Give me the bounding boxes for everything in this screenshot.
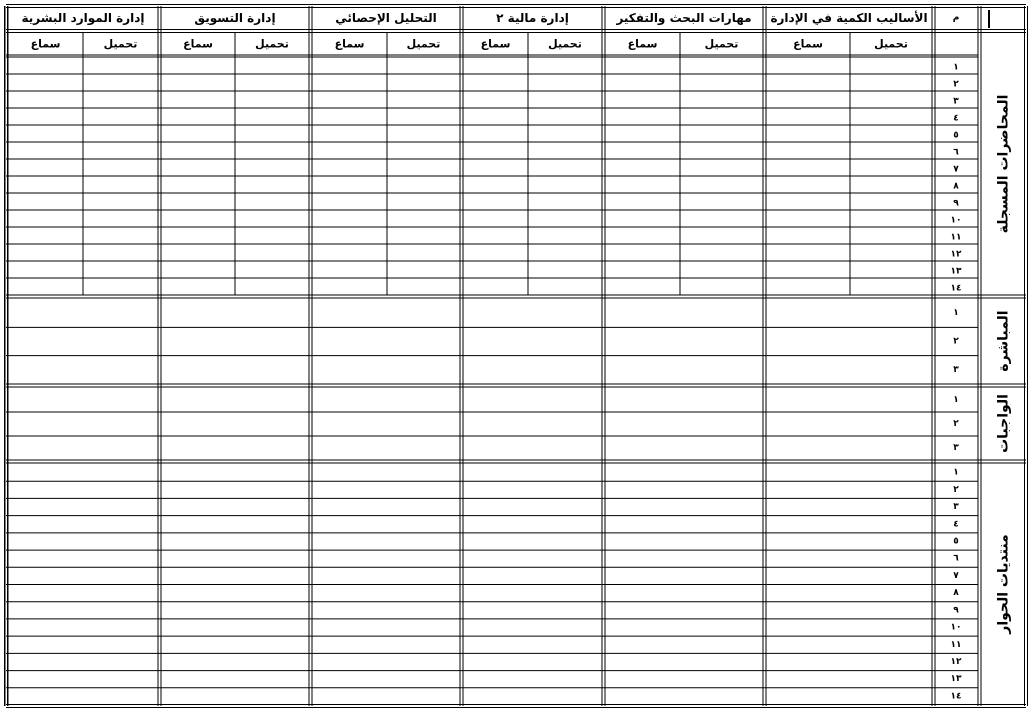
row-number: ٥: [953, 130, 959, 141]
row-number: ٨: [953, 588, 959, 599]
row-number: ٤: [953, 519, 959, 530]
row-number: ٧: [953, 570, 959, 581]
sub-column-listen: سماع: [183, 37, 213, 51]
sub-column-download: تحميل: [704, 37, 739, 51]
row-number: ١: [953, 467, 959, 478]
row-number: ٧: [953, 164, 959, 175]
course-title: الأساليب الكمية في الإدارة: [770, 11, 928, 25]
row-number: ١: [953, 308, 959, 319]
row-number: ١٣: [950, 266, 962, 277]
row-number: ٦: [953, 147, 959, 158]
row-number: ٢: [953, 336, 959, 347]
sub-column-listen: سماع: [793, 37, 823, 51]
sub-column-download: تحميل: [103, 37, 138, 51]
row-number: ٢: [953, 79, 959, 90]
row-number: ١: [953, 62, 959, 73]
row-number: ٢: [953, 419, 959, 429]
course-title: إدارة التسويق: [194, 11, 276, 25]
row-number: ٣: [953, 502, 959, 513]
sub-column-listen: سماع: [480, 37, 511, 51]
section-title: المباشرة: [995, 310, 1012, 372]
sub-column-download: تحميل: [406, 37, 441, 51]
row-number: ١٣: [950, 674, 962, 685]
row-number: ٣: [953, 443, 959, 453]
row-number: ٣: [953, 96, 959, 107]
course-title: التحليل الإحصائي: [335, 11, 437, 25]
course-title: إدارة مالية ٢: [496, 11, 569, 25]
row-number: ٣: [953, 364, 959, 375]
sub-column-download: تحميل: [255, 37, 289, 51]
row-number: ٩: [953, 605, 959, 616]
section-title: المحاضرات المسجلة: [995, 94, 1012, 234]
row-number: ١٤: [950, 283, 962, 294]
course-title: إدارة الموارد البشرية: [21, 11, 145, 25]
sub-column-listen: سماع: [627, 37, 658, 51]
section-title: الواجبات: [995, 394, 1012, 453]
sub-column-listen: سماع: [30, 37, 61, 51]
row-number: ٩: [953, 198, 959, 209]
row-number-header: م: [952, 13, 960, 23]
row-number: ١١: [950, 639, 962, 650]
sub-column-download: تحميل: [874, 37, 908, 51]
section-title: منتديات الحوار: [995, 534, 1012, 634]
row-number: ٤: [953, 113, 959, 124]
row-number: ١٠: [950, 622, 962, 633]
row-number: ٨: [953, 181, 959, 192]
row-number: ٥: [953, 536, 959, 547]
row-number: ١: [953, 395, 959, 405]
course-title: مهارات البحث والتفكير: [616, 11, 752, 25]
row-number: ١٤: [950, 691, 962, 702]
row-number: ١٢: [950, 656, 962, 667]
sub-column-download: تحميل: [548, 37, 582, 51]
row-number: ١٢: [950, 249, 962, 260]
row-number: ٢: [953, 484, 959, 495]
row-number: ٦: [953, 553, 959, 564]
sub-column-listen: سماع: [334, 37, 365, 51]
row-number: ١١: [950, 232, 962, 243]
row-number: ١٠: [950, 215, 962, 226]
